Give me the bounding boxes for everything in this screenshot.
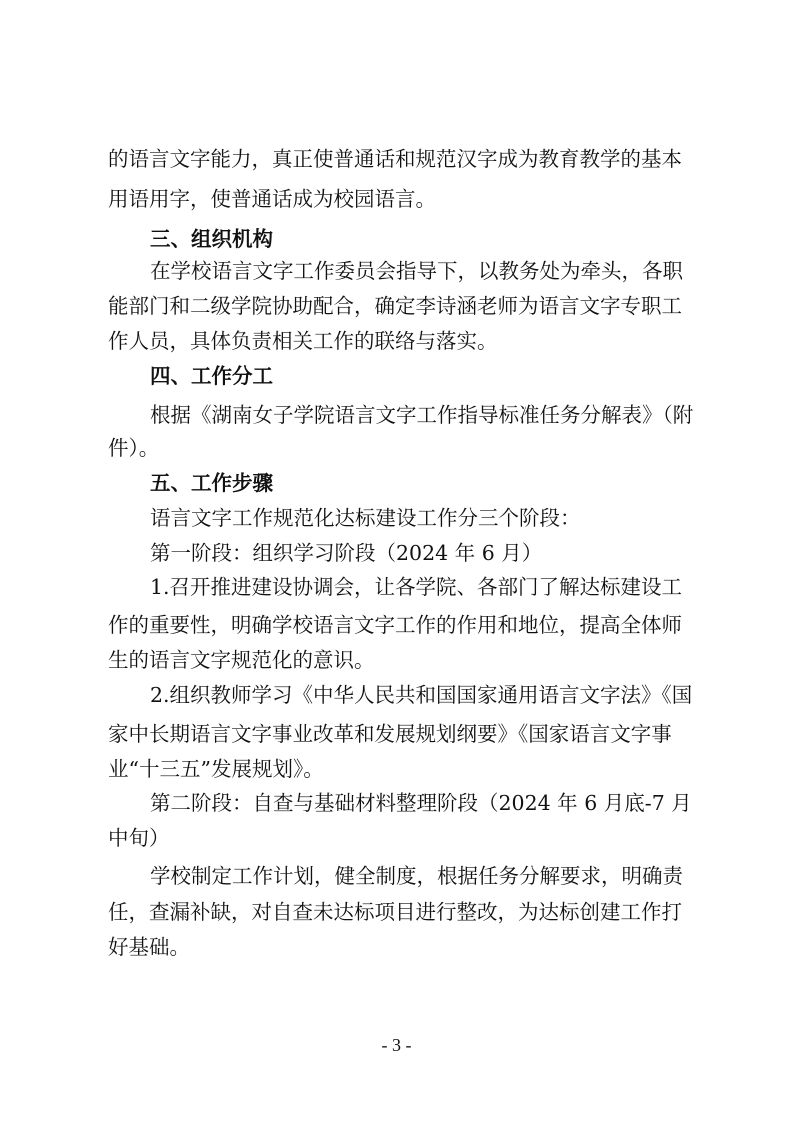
line-text: 在学校语言文字工作委员会指导下，以教务处为牵头，各职 (150, 259, 683, 283)
text-line (0, 256, 793, 286)
text-line (0, 400, 793, 430)
line-text: 好基础。 (108, 935, 190, 959)
line-text: 中旬） (108, 826, 170, 850)
text-line (0, 538, 793, 568)
line-text: 第二阶段：自查与基础材料整理阶段（2024 年 6 月底-7 月 (150, 791, 692, 815)
line-text: 任，查漏补缺，对自查未达标项目进行整改，为达标创建工作打 (108, 900, 682, 924)
text-line (0, 610, 793, 640)
text-line (0, 184, 793, 214)
text-line (0, 823, 793, 853)
line-text: 作人员，具体负责相关工作的联络与落实。 (108, 329, 498, 353)
line-text: 根据《湖南女子学院语言文字工作指导标准任务分解表》（附 (150, 403, 694, 427)
page-number: - 3 - (381, 1035, 412, 1055)
line-text: 生的语言文字规范化的意识。 (108, 648, 375, 672)
text-line (0, 861, 793, 891)
text-line (0, 719, 793, 749)
text-line (0, 788, 793, 818)
section-heading (0, 468, 793, 498)
section-heading (0, 361, 793, 391)
heading-text: 三、组织机构 (150, 227, 273, 251)
section-heading (0, 224, 793, 254)
text-line (0, 291, 793, 321)
line-text: 的语言文字能力，真正使普通话和规范汉字成为教育教学的基本 (108, 147, 682, 171)
text-line (0, 433, 793, 463)
line-text: 2.组织教师学习《中华人民共和国国家通用语言文字法》《国 (150, 683, 693, 707)
text-line (0, 572, 793, 602)
line-text: 业“十三五”发展规划》。 (108, 757, 324, 781)
text-line (0, 680, 793, 710)
line-text: 家中长期语言文字事业改革和发展规划纲要》《国家语言文字事 (108, 722, 672, 746)
text-line (0, 754, 793, 784)
line-text: 能部门和二级学院协助配合，确定李诗涵老师为语言文字专职工 (108, 294, 682, 318)
heading-text: 五、工作步骤 (150, 471, 273, 495)
text-line (0, 897, 793, 927)
text-line (0, 326, 793, 356)
line-text: 语言文字工作规范化达标建设工作分三个阶段： (150, 506, 581, 530)
line-text: 作的重要性，明确学校语言文字工作的作用和地位，提高全体师 (108, 613, 682, 637)
line-text: 件）。 (108, 436, 160, 460)
text-line (0, 503, 793, 533)
text-line (0, 932, 793, 962)
line-text: 用语用字，使普通话成为校园语言。 (108, 187, 436, 211)
heading-text: 四、工作分工 (150, 364, 273, 388)
text-line (0, 645, 793, 675)
line-text: 第一阶段：组织学习阶段（2024 年 6 月） (150, 541, 543, 565)
text-line (0, 144, 793, 174)
line-text: 学校制定工作计划，健全制度，根据任务分解要求，明确责 (150, 864, 683, 888)
line-text: 1.召开推进建设协调会，让各学院、各部门了解达标建设工 (150, 575, 683, 599)
